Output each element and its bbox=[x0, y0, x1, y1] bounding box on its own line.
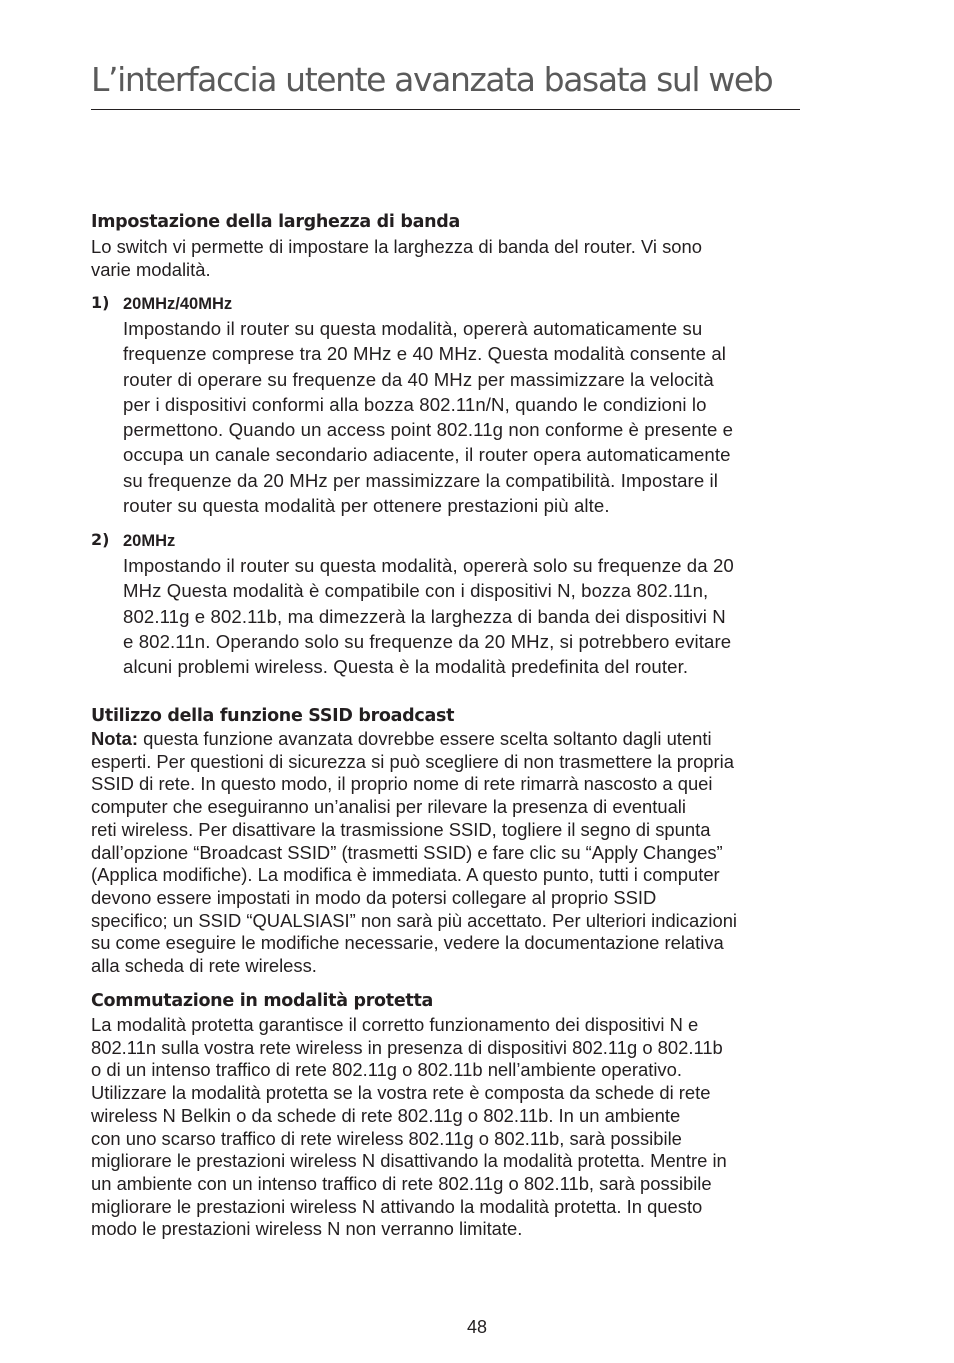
note-label: Nota: bbox=[91, 728, 138, 749]
list-item-title: 20MHz bbox=[123, 532, 176, 550]
page-title: L’interfaccia utente avanzata basata sul web bbox=[91, 60, 773, 99]
protected-mode-text: La modalità protetta garantisce il corretto funzionamento dei dispositivi N e 802.11n sulla vostra rete wireless in presenza di dispositivi 802.11g o 802.11b o di un intenso traffico di rete 802.11g o 802.11b nell’ambiente operativo. Utilizzare la modalità protetta se la vostra rete è composta da schede di rete wireless N Belkin o da schede di rete 802.11g o 802.11b. In un ambiente con uno scarso traffico di rete wireless 802.11g o 802.11b, sarà possibile migliorare le prestazioni wireless N disattivando la modalità protetta. Mentre in un ambiente con un intenso traffico di rete 802.11g o 802.11b, sarà possibile migliorare le prestazioni wireless N attivando la modalità protetta. In questo modo le prestazioni wireless N non verranno limitate. bbox=[91, 1014, 727, 1240]
section-heading-protected-mode: Commutazione in modalità protetta bbox=[91, 991, 434, 1011]
list-item-title: 20MHz/40MHz bbox=[123, 295, 233, 313]
ssid-text bbox=[91, 728, 737, 978]
list-item-number: 1) bbox=[91, 293, 110, 312]
page-number: 48 bbox=[466, 1317, 488, 1337]
bandwidth-intro: Lo switch vi permette di impostare la larghezza di banda del router. Vi sono varie modalità. bbox=[91, 236, 702, 280]
title-divider bbox=[91, 109, 800, 110]
list-item-number: 2) bbox=[91, 530, 110, 549]
section-heading-bandwidth: Impostazione della larghezza di banda bbox=[91, 212, 461, 232]
list-item-text: Impostando il router su questa modalità, opererà solo su frequenze da 20 MHz Questa modalità è compatibile con i dispositivi N, bozza 802.11n, 802.11g e 802.11b, ma dimezzerà la larghezza di banda dei dispositivi N e 802.11n. Operando solo su frequenze da 20 MHz, si potrebbero evitare alcuni problemi wireless. Questa è la modalità predefinita del router. bbox=[123, 555, 734, 678]
section-heading-ssid: Utilizzo della funzione SSID broadcast bbox=[91, 706, 455, 726]
ssid-note-text: questa funzione avanzata dovrebbe essere scelta soltanto dagli utenti esperti. Per questioni di sicurezza si può scegliere di non trasmettere la propria SSID di rete. In questo modo, il proprio nome di rete rimarrà nascosto a quei computer che eseguiranno un’analisi per rilevare la presenza di eventuali reti wireless. Per disattivare la trasmissione SSID, togliere il segno di spunta dall’opzione “Broadcast SSID” (trasmetti SSID) e fare clic su “Apply Changes” (Applica modifiche). La modifica è immediata. A questo punto, tutti i computer devono essere impostati in modo da potersi collegare al proprio SSID specifico; un SSID “QUALSIASI” non sarà più accettato. Per ulteriori indicazioni su come eseguire le modifiche necessarie, vedere la documentazione relativa alla scheda di rete wireless. bbox=[91, 728, 738, 977]
list-item-text: Impostando il router su questa modalità, opererà automaticamente su frequenze comprese tra 20 MHz e 40 MHz. Questa modalità consente al router di operare su frequenze da 40 MHz per massimizzare la velocità per i dispositivi conformi alla bozza 802.11n/N, quando le condizioni lo permettono. Quando un access point 802.11g non conforme è presente e occupa un canale secondario adiacente, il router opera automaticamente su frequenze da 20 MHz per massimizzare la compatibilità. Impostare il router su questa modalità per ottenere prestazioni più alte. bbox=[123, 318, 734, 517]
